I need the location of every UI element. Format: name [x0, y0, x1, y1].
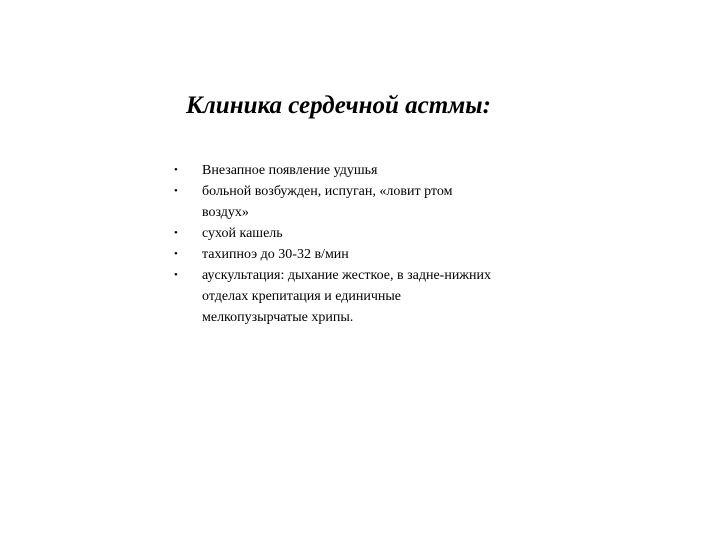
list-item-text: сухой кашель	[202, 226, 283, 241]
list-item-text: больной возбужден, испуган, «ловит ртом воздух»	[202, 184, 453, 220]
list-item-text: аускультация: дыхание жесткое, в задне-нижних отделах крепитация и единичные мелкопузырчатые хрипы.	[202, 268, 491, 325]
slide-title: Клиника сердечной астмы:	[186, 92, 491, 119]
list-item	[170, 223, 500, 244]
bullet-list	[170, 160, 500, 328]
list-item	[170, 244, 500, 265]
list-item-text: Внезапное появление удушья	[202, 163, 378, 178]
list-item	[170, 265, 500, 328]
bullet-icon: •	[174, 227, 178, 239]
list-item	[170, 181, 500, 223]
bullet-icon: •	[174, 269, 178, 281]
bullet-icon: •	[174, 185, 178, 197]
bullet-icon: •	[174, 164, 178, 176]
list-item	[170, 160, 500, 181]
bullet-icon: •	[174, 248, 178, 260]
list-item-text: тахипноэ до 30-32 в/мин	[202, 247, 349, 262]
